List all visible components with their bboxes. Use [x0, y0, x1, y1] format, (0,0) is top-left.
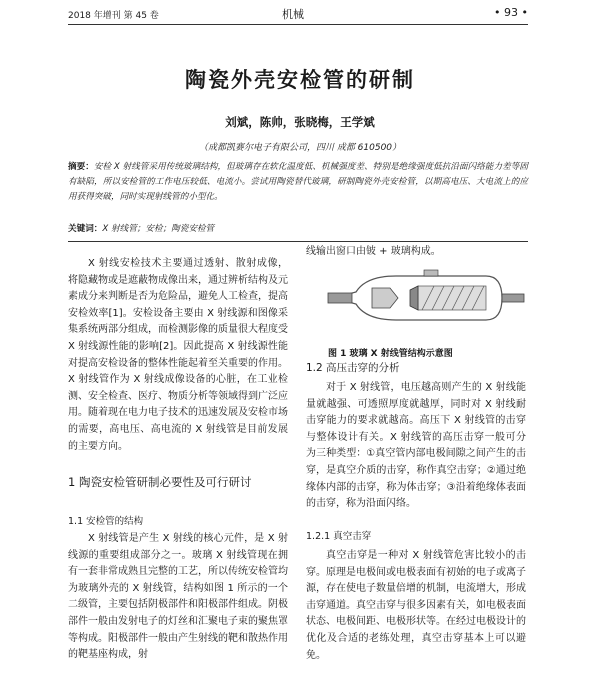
keywords	[68, 222, 528, 237]
affiliation: （成都凯赛尔电子有限公司，四川 成都 610500）	[198, 143, 402, 153]
section-1-title: 1 陶瓷安检管研制必要性及可行研讨	[68, 475, 252, 489]
page-number: • 93 •	[494, 6, 528, 19]
abstract-text: 安检 X 射线管采用传统玻璃结构，但玻璃存在软化温度低、机械强度差、特别是绝缘强度低抗沿面闪络能力差等固有缺陷，所以安检管的工作电压较低、电流小。尝试用陶瓷替代玻璃，研制陶瓷外壳安检管，以期高电压、大电流上的应用获得突破，同时实现射线管的小型化。	[68, 162, 528, 202]
section-1-2-paragraph: 对于 X 射线管，电压越高则产生的 X 射线能量就越强、可透照厚度就越厚，同时对 X 射线耐击穿能力的要求就越高。高压下 X 射线管的击穿与整体设计有关。X 射线管的高压击穿一般可分为三种类型：①真空管内部电极间隙之间产生的击穿，是真空介质的击穿，称作真空击穿；②通过绝缘体内部的击穿，称为体击穿；③沿着绝缘体表面的击穿，称为沿面闪络。	[306, 382, 526, 510]
section-1-1-paragraph: X 射线管是产生 X 射线的核心元件，是 X 射线源的重要组成部分之一。玻璃 X 射线管现在拥有一套非常成熟且完整的工艺，所以传统安检管均为玻璃外壳的 X 射线管，结构如图 1 所示的一个二级管，主要包括阴极部件和阳极部件组成。阴极部件一般由发射电子的灯丝和汇聚电子束的聚焦罩等构成。阳极部件一般由产生射线的靶和散热作用的靶基座构成，射	[68, 533, 288, 661]
figure-caption: 图 1 玻璃 X 射线管结构示意图	[328, 349, 453, 359]
running-header	[0, 6, 600, 20]
journal-name: 机械	[282, 8, 304, 21]
section-1-2-1-paragraph: 真空击穿是一种对 X 射线管危害比较小的击穿。原理是电极间或电极表面有初始的电子或离子源，存在使电子数量倍增的机制，电流增大，形成击穿通道。真空击穿与很多因素有关，如电极表面状态、电极间距、电极形状等。在经过电极设计的优化及合适的老练处理，真空击穿基本上可以避免。	[306, 550, 526, 661]
abstract	[68, 160, 528, 205]
keywords-text: X 射线管；安检；陶瓷安检管	[102, 224, 215, 234]
right-top-line: 线输出窗口由铍 + 玻璃构成。	[306, 246, 441, 257]
section-1-1-title: 1.1 安检管的结构	[68, 516, 144, 527]
abstract-rule	[68, 241, 528, 242]
intro-paragraph: X 射线安检技术主要通过透射、散射成像，将隐藏物或是遮蔽物成像出来，通过辨析结构及元素成分来判断是否为危险品，避免人工检查，提高安检效率[1]。安检设备主要由 X 射线源和图像采集系统两部分组成，而检测影像的质量很大程度受 X 射线源性能的影响[2]。因此提高 X 射线源性能对提高安检设备的整体性能起着至关重要的作用。X 射线管作为 X 射线成像设备的心脏，在工业检测、安全检查、医疗、物质分析等领域得到广泛应用。随着现在电力电子技术的迅速发展及安检市场的需要，高电压、高电流的 X 射线管是目前发展的主要方向。	[68, 258, 288, 452]
xray-tube-figure	[326, 262, 526, 336]
abstract-label: 摘要：	[68, 162, 94, 172]
section-1-2-1-title: 1.2.1 真空击穿	[306, 531, 372, 542]
section-1-2-title: 1.2 高压击穿的分析	[306, 362, 400, 374]
keywords-label: 关键词：	[68, 224, 103, 234]
authors: 刘斌，陈帅，张晓梅，王学斌	[225, 115, 375, 129]
paper-title: 陶瓷外壳安检管的研制	[185, 67, 415, 92]
issue-info: 2018 年增刊 第 45 卷	[68, 11, 159, 21]
header-rule	[68, 24, 528, 25]
